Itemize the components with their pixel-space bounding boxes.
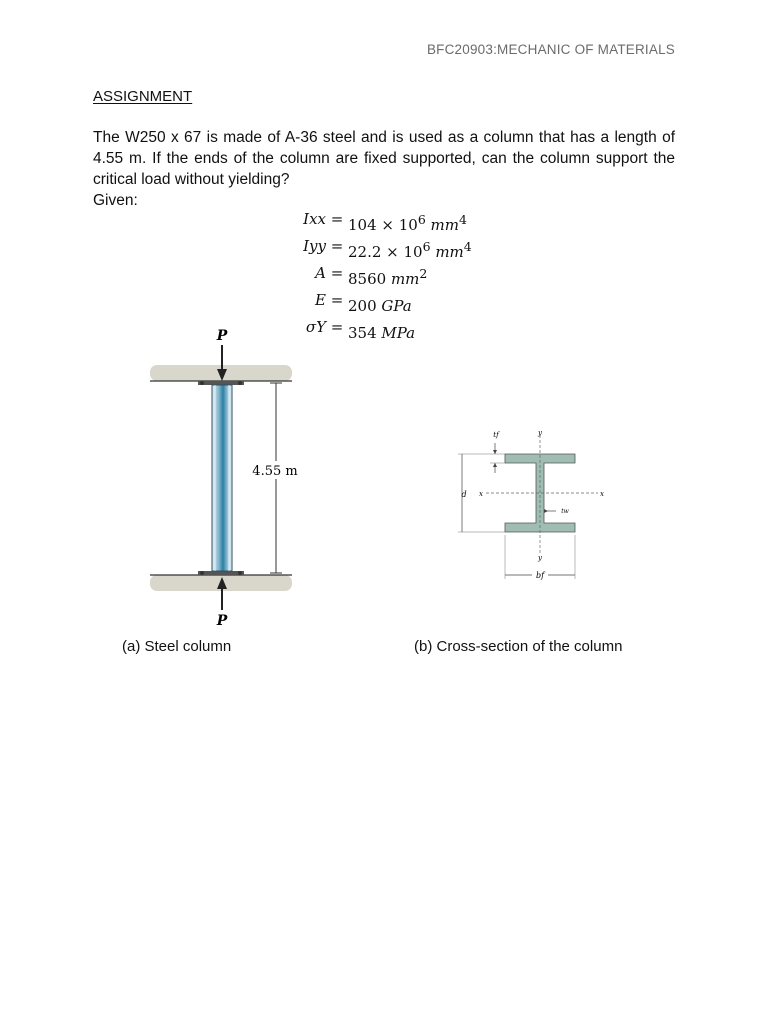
eq-lhs: [240, 263, 326, 290]
arrow-up-icon: [493, 463, 497, 467]
eq-value: 354: [348, 324, 377, 342]
eq-op: =: [330, 210, 344, 228]
eq-unit: mm: [425, 216, 459, 234]
problem-statement: The W250 x 67 is made of A-36 steel and is used as a column that has a length of 4.55 m. If the ends of the column are fixed supported, can the column support the critical load without yielding?: [93, 129, 675, 188]
eq-lhs-text: Iyy: [303, 237, 326, 255]
eq-rhs: [348, 209, 520, 236]
bottom-base-plate: [198, 571, 244, 575]
bottom-load-label: P: [216, 613, 228, 629]
flange-thickness-label: tf: [493, 431, 499, 439]
eq-unit: mm: [430, 243, 464, 261]
arrow-down-icon: [493, 450, 497, 454]
eq-lhs-text: σY: [305, 318, 326, 336]
equation-ixx: [240, 209, 520, 236]
x-axis-right-label: x: [600, 490, 604, 498]
eq-unit: GPa: [376, 297, 412, 315]
eq-unit: MPa: [376, 324, 416, 342]
web-thickness-label: tw: [561, 508, 569, 515]
eq-exp: 6: [422, 239, 431, 254]
flange-width-label: bf: [535, 571, 545, 580]
eq-value: 104 × 10: [348, 216, 418, 234]
top-load-label: P: [216, 328, 228, 344]
eq-value: 22.2 × 10: [348, 243, 423, 261]
eq-unit-exp: 4: [459, 212, 467, 227]
eq-rhs: [348, 290, 520, 317]
y-axis-top-label: y: [538, 429, 542, 437]
eq-op: =: [330, 237, 344, 255]
assignment-title: ASSIGNMENT: [93, 88, 193, 105]
eq-lhs: [240, 209, 326, 236]
eq-lhs: [240, 236, 326, 263]
bolt-icon: [238, 571, 242, 575]
eq-lhs-text: E: [315, 291, 326, 309]
figure-b-caption: (b) Cross-section of the column: [414, 638, 623, 655]
figure-a-caption: (a) Steel column: [122, 638, 232, 655]
eq-value: 8560: [348, 270, 387, 288]
bolt-icon: [238, 381, 242, 385]
eq-lhs-text: A: [315, 264, 326, 282]
eq-unit-exp: 2: [419, 266, 428, 281]
eq-op: =: [330, 318, 344, 336]
cross-section-figure: [450, 425, 620, 585]
eq-rhs: [348, 317, 520, 344]
equation-iyy: [240, 236, 520, 263]
eq-op: =: [330, 291, 344, 309]
given-equations: [240, 209, 520, 344]
equation-area: [240, 263, 520, 290]
eq-rhs: [348, 263, 520, 290]
depth-label: d: [461, 490, 467, 499]
eq-unit-exp: 4: [463, 239, 472, 254]
eq-value: 200: [348, 297, 377, 315]
arrow-left-icon: [544, 509, 548, 513]
bolt-icon: [200, 571, 204, 575]
equation-modulus: [240, 290, 520, 317]
eq-rhs: [348, 236, 520, 263]
length-label: 4.55 m: [252, 464, 298, 479]
eq-unit: mm: [386, 270, 420, 288]
eq-exp: 6: [417, 212, 426, 227]
course-header: BFC20903:MECHANIC OF MATERIALS: [426, 42, 675, 57]
bolt-icon: [200, 381, 204, 385]
eq-lhs: [240, 290, 326, 317]
eq-op: =: [330, 264, 344, 282]
y-axis-bottom-label: y: [538, 554, 542, 562]
x-axis-left-label: x: [479, 490, 483, 498]
steel-column-figure: [140, 325, 315, 630]
top-base-plate: [198, 381, 244, 385]
eq-lhs-text: Ixx: [303, 210, 326, 228]
given-label: Given:: [93, 192, 138, 209]
